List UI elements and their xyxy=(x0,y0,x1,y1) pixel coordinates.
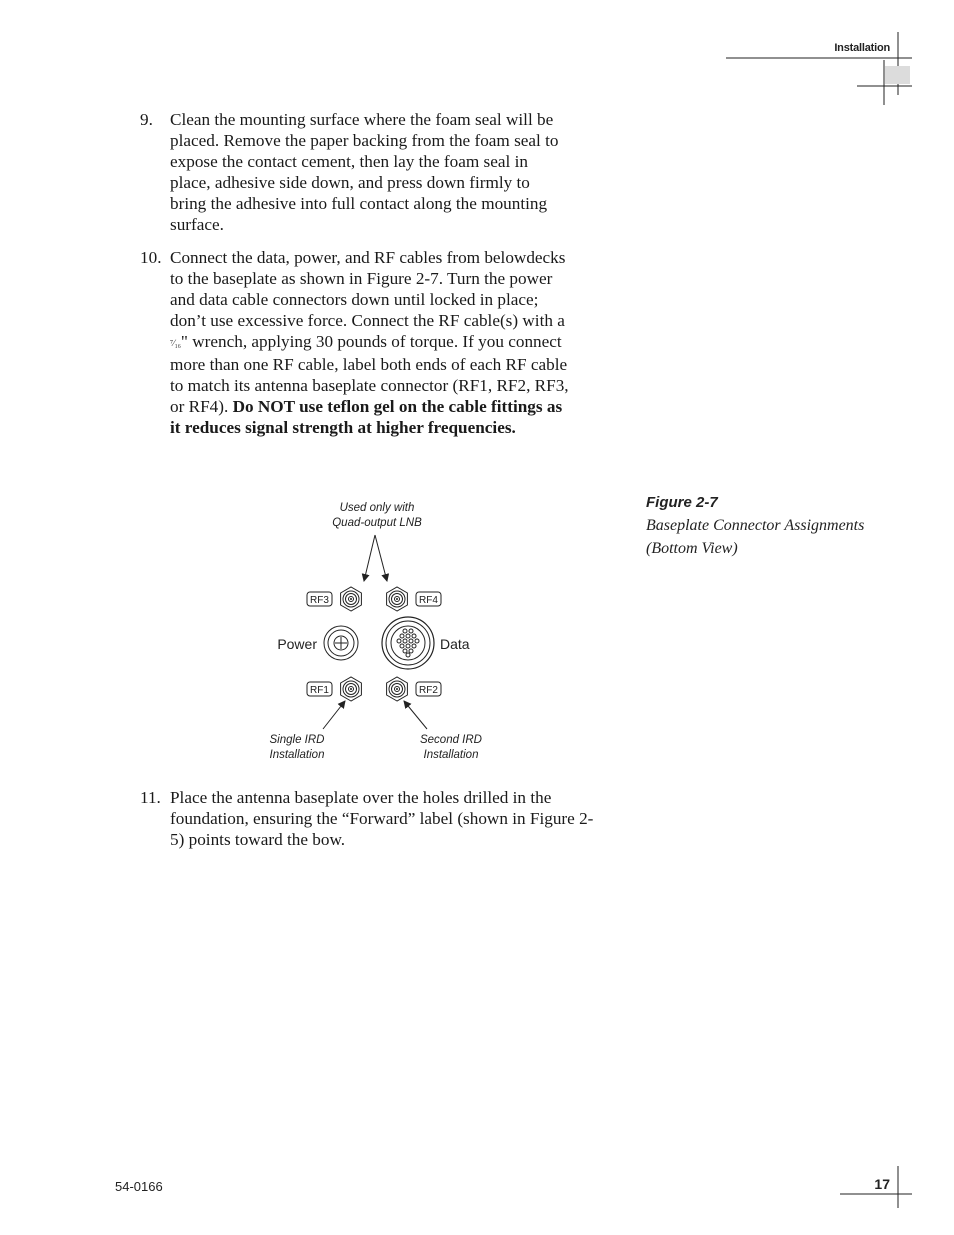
figure-caption xyxy=(646,492,906,560)
data-label: Data xyxy=(440,636,470,652)
step-text: Connect the data, power, and RF cables from belowdecks to the baseplate as shown in Figure 2-7. Turn the power and data cable connectors down until locked in place; don’t use excessive force. Connect the RF cable(s) with a xyxy=(170,248,566,330)
rf1-label: RF1 xyxy=(310,685,329,696)
figure-number: Figure 2-7 xyxy=(646,494,718,511)
step-number: 10. xyxy=(140,248,162,267)
step-text: Place the antenna baseplate over the holes drilled in the foundation, ensuring the “Forward” label (shown in Figure 2-5) points toward the bow. xyxy=(170,788,594,849)
step-number: 11. xyxy=(140,788,161,807)
rf1-label-box xyxy=(307,682,332,696)
rf4-label: RF4 xyxy=(419,595,438,606)
step-text: " wrench, applying 30 pounds of torque. If you connect more than one RF cable, label both ends of each RF cable to match its antenna baseplate connector (RF1, RF2, RF3, or RF4). xyxy=(170,332,569,416)
power-label: Power xyxy=(277,636,317,652)
connector-diagram xyxy=(255,495,515,770)
step-11 xyxy=(140,787,600,850)
rf2-label: RF2 xyxy=(419,685,438,696)
page-number: 17 xyxy=(874,1176,890,1192)
rf2-label-box xyxy=(416,682,441,696)
rf3-label-box xyxy=(307,592,332,606)
data-connector xyxy=(382,617,434,669)
figure-title-line1: Baseplate Connector Assignments xyxy=(646,517,865,534)
step-number: 9. xyxy=(140,110,153,129)
rf2-connector xyxy=(387,677,408,701)
fraction: ⁷⁄₁₆ xyxy=(170,338,181,348)
left-note-line2: Installation xyxy=(269,749,325,761)
left-note-line1: Single IRD xyxy=(269,734,325,746)
step-9 xyxy=(140,109,570,235)
rf3-connector xyxy=(341,587,362,611)
right-note-line2: Installation xyxy=(423,749,479,761)
running-header: Installation xyxy=(834,42,890,54)
step-10 xyxy=(140,247,570,438)
top-note-line2: Quad-output LNB xyxy=(332,517,422,529)
document-number: 54-0166 xyxy=(115,1179,163,1194)
warning-text: Do NOT use teflon gel on the cable fittings as it reduces signal strength at higher frequencies. xyxy=(170,397,563,437)
arrow-to-rf4 xyxy=(375,535,387,581)
right-note-line1: Second IRD xyxy=(419,734,483,746)
rf4-connector xyxy=(387,587,408,611)
arrow-to-rf2 xyxy=(404,701,427,729)
rf3-label: RF3 xyxy=(310,595,329,606)
step-list xyxy=(140,109,570,450)
power-connector xyxy=(324,626,358,660)
arrow-to-rf1 xyxy=(323,701,345,729)
figure-title-line2: (Bottom View) xyxy=(646,540,738,557)
step-text: Clean the mounting surface where the foam seal will be placed. Remove the paper backing from the foam seal to expose the contact cement, then lay the foam seal in place, adhesive side down, and press down firmly to bring the adhesive into full contact along the mounting surface. xyxy=(170,110,559,234)
top-note-line1: Used only with xyxy=(339,502,415,514)
rf1-connector xyxy=(341,677,362,701)
arrow-to-rf3 xyxy=(364,535,375,581)
rf4-label-box xyxy=(416,592,441,606)
